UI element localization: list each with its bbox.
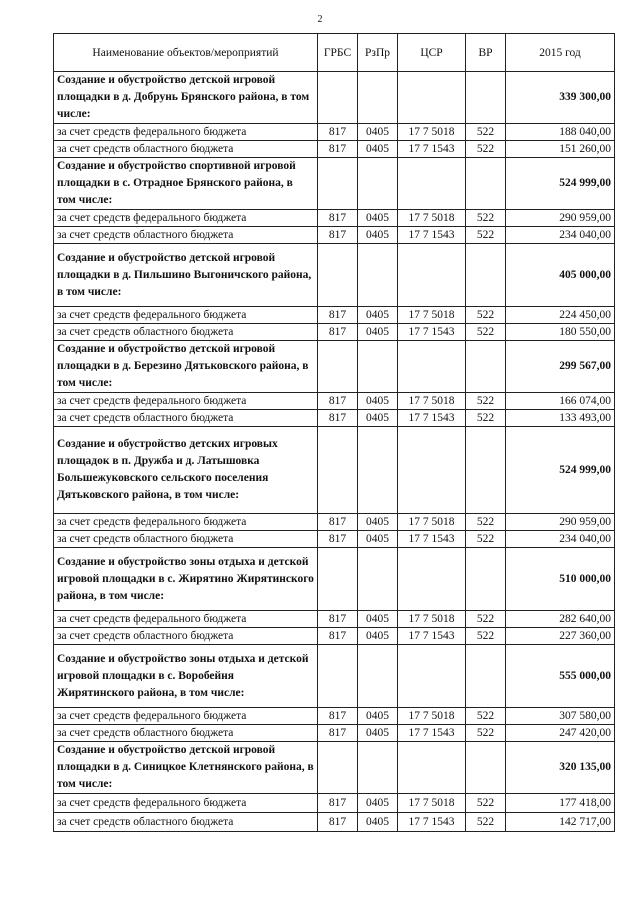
row-rzpr: 0405 [358, 725, 398, 742]
col-header-grbs: ГРБС [318, 34, 358, 72]
row-csr: 17 7 5018 [398, 611, 466, 628]
section-total: 339 300,00 [506, 72, 615, 124]
row-name: за счет средств областного бюджета [54, 813, 318, 832]
row-grbs: 817 [318, 628, 358, 645]
row-vr: 522 [466, 813, 506, 832]
row-grbs: 817 [318, 531, 358, 548]
table-row [54, 794, 615, 813]
row-grbs: 817 [318, 141, 358, 158]
row-rzpr: 0405 [358, 628, 398, 645]
col-header-name: Наименование объектов/мероприятий [54, 34, 318, 72]
row-rzpr: 0405 [358, 141, 398, 158]
section-total: 524 999,00 [506, 158, 615, 210]
row-grbs: 817 [318, 227, 358, 244]
section-row [54, 645, 615, 708]
row-name: за счет средств областного бюджета [54, 725, 318, 742]
table-row [54, 141, 615, 158]
table-row [54, 324, 615, 341]
row-rzpr: 0405 [358, 393, 398, 410]
row-amount: 307 580,00 [506, 708, 615, 725]
row-vr: 522 [466, 124, 506, 141]
row-csr: 17 7 5018 [398, 708, 466, 725]
section-title: Создание и обустройство детской игровой площадки в д. Добрунь Брянского района, в том числе: [54, 72, 318, 124]
page-number: 2 [317, 14, 323, 25]
table-row [54, 410, 615, 427]
row-vr: 522 [466, 628, 506, 645]
section-title: Создание и обустройство детской игровой площадки в д. Синицкое Клетнянского района, в том числе: [54, 742, 318, 794]
section-row [54, 548, 615, 611]
row-vr: 522 [466, 531, 506, 548]
section-title: Создание и обустройство спортивной игровой площадки в с. Отрадное Брянского района, в том числе: [54, 158, 318, 210]
row-rzpr: 0405 [358, 307, 398, 324]
col-header-rzpr: РзПр [358, 34, 398, 72]
table-row [54, 708, 615, 725]
row-vr: 522 [466, 514, 506, 531]
row-name: за счет средств областного бюджета [54, 324, 318, 341]
section-row [54, 72, 615, 124]
table-row [54, 210, 615, 227]
budget-table [53, 33, 615, 832]
row-grbs: 817 [318, 410, 358, 427]
section-row [54, 158, 615, 210]
row-vr: 522 [466, 611, 506, 628]
row-amount: 234 040,00 [506, 531, 615, 548]
row-rzpr: 0405 [358, 514, 398, 531]
row-grbs: 817 [318, 393, 358, 410]
table-row [54, 725, 615, 742]
row-csr: 17 7 5018 [398, 393, 466, 410]
row-rzpr: 0405 [358, 708, 398, 725]
row-rzpr: 0405 [358, 210, 398, 227]
row-amount: 290 959,00 [506, 514, 615, 531]
section-total: 320 135,00 [506, 742, 615, 794]
row-amount: 188 040,00 [506, 124, 615, 141]
row-name: за счет средств федерального бюджета [54, 393, 318, 410]
row-name: за счет средств областного бюджета [54, 531, 318, 548]
row-name: за счет средств федерального бюджета [54, 794, 318, 813]
row-csr: 17 7 1543 [398, 725, 466, 742]
row-csr: 17 7 5018 [398, 124, 466, 141]
row-csr: 17 7 5018 [398, 210, 466, 227]
table-row [54, 813, 615, 832]
row-vr: 522 [466, 210, 506, 227]
section-title: Создание и обустройство детской игровой площадки в д. Пильшино Выгоничского района, в том числе: [54, 244, 318, 307]
table-row [54, 393, 615, 410]
row-amount: 180 550,00 [506, 324, 615, 341]
row-csr: 17 7 1543 [398, 628, 466, 645]
table-row [54, 628, 615, 645]
row-vr: 522 [466, 393, 506, 410]
row-amount: 234 040,00 [506, 227, 615, 244]
section-title: Создание и обустройство детских игровых площадок в п. Дружба и д. Латышовка Большежуковского сельского поселения Дятьковского района, в том числе: [54, 427, 318, 514]
row-name: за счет средств федерального бюджета [54, 514, 318, 531]
row-csr: 17 7 5018 [398, 794, 466, 813]
row-vr: 522 [466, 307, 506, 324]
row-amount: 290 959,00 [506, 210, 615, 227]
table-row [54, 611, 615, 628]
section-total: 510 000,00 [506, 548, 615, 611]
section-row [54, 427, 615, 514]
col-header-year: 2015 год [506, 34, 615, 72]
row-grbs: 817 [318, 611, 358, 628]
row-grbs: 817 [318, 813, 358, 832]
row-amount: 142 717,00 [506, 813, 615, 832]
row-csr: 17 7 1543 [398, 324, 466, 341]
row-name: за счет средств областного бюджета [54, 410, 318, 427]
row-name: за счет средств федерального бюджета [54, 708, 318, 725]
section-row [54, 341, 615, 393]
table-row [54, 124, 615, 141]
row-csr: 17 7 1543 [398, 813, 466, 832]
row-grbs: 817 [318, 708, 358, 725]
row-vr: 522 [466, 708, 506, 725]
col-header-csr: ЦСР [398, 34, 466, 72]
row-amount: 151 260,00 [506, 141, 615, 158]
row-vr: 522 [466, 141, 506, 158]
col-header-vr: ВР [466, 34, 506, 72]
section-title: Создание и обустройство детской игровой площадки в д. Березино Дятьковского района, в том числе: [54, 341, 318, 393]
table-row [54, 307, 615, 324]
row-grbs: 817 [318, 725, 358, 742]
row-amount: 227 360,00 [506, 628, 615, 645]
row-vr: 522 [466, 227, 506, 244]
section-total: 405 000,00 [506, 244, 615, 307]
row-vr: 522 [466, 794, 506, 813]
table-row [54, 227, 615, 244]
section-total: 299 567,00 [506, 341, 615, 393]
row-csr: 17 7 1543 [398, 227, 466, 244]
row-amount: 133 493,00 [506, 410, 615, 427]
row-csr: 17 7 5018 [398, 307, 466, 324]
table-row [54, 514, 615, 531]
row-name: за счет средств федерального бюджета [54, 210, 318, 227]
row-grbs: 817 [318, 307, 358, 324]
row-name: за счет средств областного бюджета [54, 628, 318, 645]
row-rzpr: 0405 [358, 410, 398, 427]
row-name: за счет средств областного бюджета [54, 141, 318, 158]
row-grbs: 817 [318, 514, 358, 531]
table-row [54, 531, 615, 548]
row-rzpr: 0405 [358, 611, 398, 628]
row-csr: 17 7 1543 [398, 531, 466, 548]
row-csr: 17 7 1543 [398, 141, 466, 158]
row-grbs: 817 [318, 124, 358, 141]
section-total: 524 999,00 [506, 427, 615, 514]
row-grbs: 817 [318, 324, 358, 341]
row-rzpr: 0405 [358, 813, 398, 832]
row-amount: 224 450,00 [506, 307, 615, 324]
row-grbs: 817 [318, 210, 358, 227]
row-amount: 247 420,00 [506, 725, 615, 742]
row-amount: 282 640,00 [506, 611, 615, 628]
row-grbs: 817 [318, 794, 358, 813]
row-csr: 17 7 5018 [398, 514, 466, 531]
row-amount: 166 074,00 [506, 393, 615, 410]
row-rzpr: 0405 [358, 794, 398, 813]
section-title: Создание и обустройство зоны отдыха и детской игровой площадки в с. Жирятино Жирятинского района, в том числе: [54, 548, 318, 611]
row-rzpr: 0405 [358, 227, 398, 244]
row-amount: 177 418,00 [506, 794, 615, 813]
row-vr: 522 [466, 324, 506, 341]
section-total: 555 000,00 [506, 645, 615, 708]
section-row [54, 742, 615, 794]
row-vr: 522 [466, 725, 506, 742]
row-rzpr: 0405 [358, 324, 398, 341]
row-rzpr: 0405 [358, 124, 398, 141]
row-vr: 522 [466, 410, 506, 427]
section-row [54, 244, 615, 307]
row-name: за счет средств федерального бюджета [54, 124, 318, 141]
row-name: за счет средств федерального бюджета [54, 611, 318, 628]
table-header-row [54, 34, 615, 72]
row-name: за счет средств областного бюджета [54, 227, 318, 244]
section-title: Создание и обустройство зоны отдыха и детской игровой площадки в с. Воробейня Жирятинского района, в том числе: [54, 645, 318, 708]
row-csr: 17 7 1543 [398, 410, 466, 427]
row-name: за счет средств федерального бюджета [54, 307, 318, 324]
row-rzpr: 0405 [358, 531, 398, 548]
